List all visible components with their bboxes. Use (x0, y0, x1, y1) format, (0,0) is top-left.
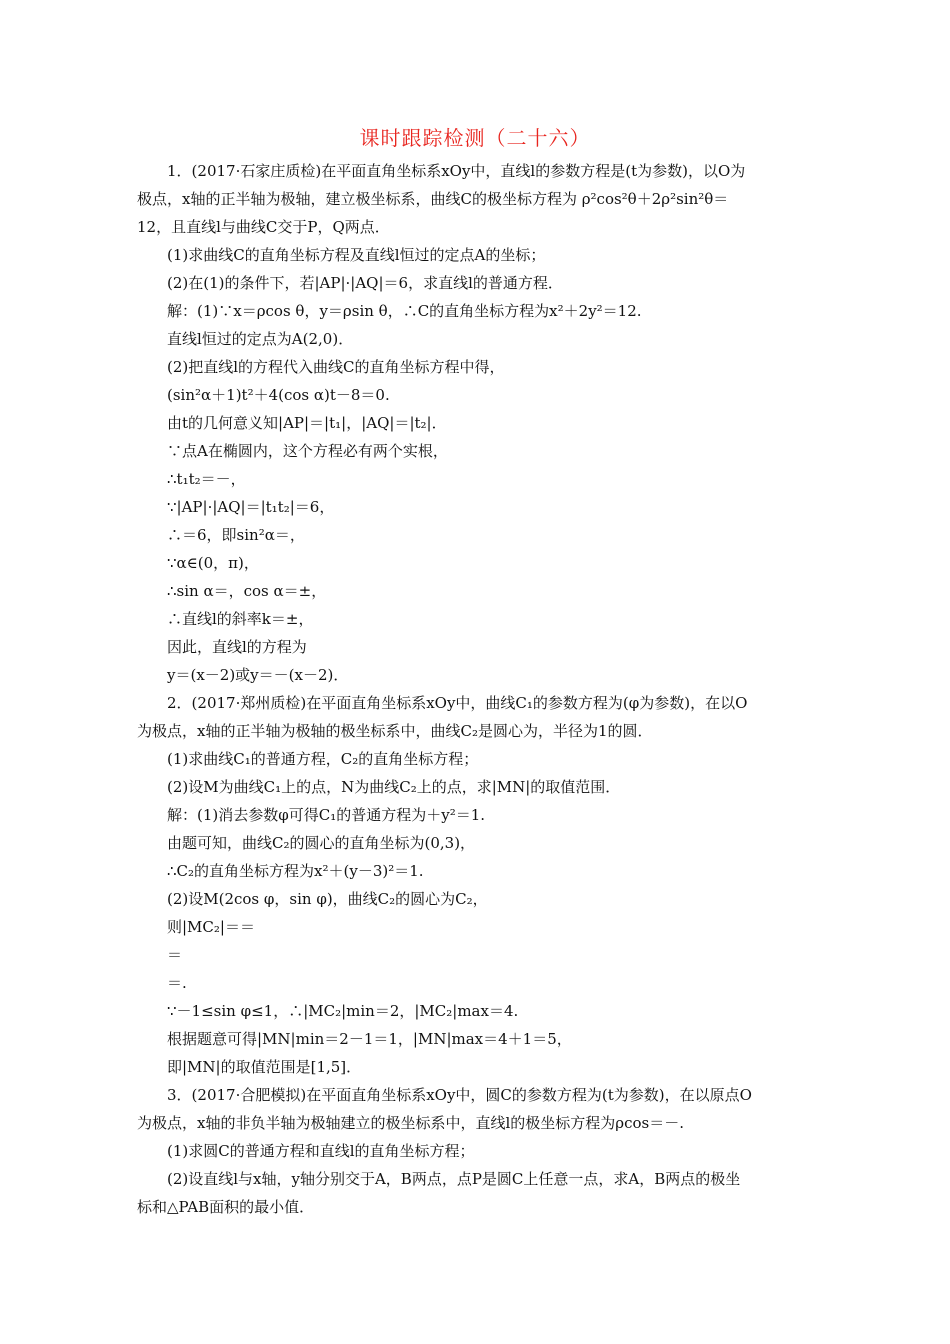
text-line: ∵α∈(0，π)， (167, 554, 259, 572)
text-line: (1)求圆C的普通方程和直线l的直角坐标方程； (167, 1142, 475, 1160)
text-line: (2)在(1)的条件下，若|AP|·|AQ|＝6，求直线l的普通方程． (167, 274, 563, 292)
text-line: ＝ (167, 946, 183, 964)
text-line: (2)设直线l与x轴，y轴分别交于A，B两点，点P是圆C上任意一点，求A，B两点的极坐 (167, 1170, 741, 1188)
text-line: (1)求曲线C₁的普通方程，C₂的直角坐标方程； (167, 750, 479, 768)
text-line: 2．(2017·郑州质检)在平面直角坐标系xOy中，曲线C₁的参数方程为(φ为参数)，在以O (167, 694, 748, 712)
document-body (137, 157, 843, 1221)
page-title: 课时跟踪检测（二十六） (359, 126, 591, 150)
text-line: ∴t₁t₂＝－， (167, 470, 246, 488)
text-line: ＝. (167, 974, 187, 992)
text-line: 因此，直线l的方程为 (167, 638, 307, 656)
text-line: 1．(2017·石家庄质检)在平面直角坐标系xOy中，直线l的参数方程是(t为参数)，以O为 (167, 162, 746, 180)
text-line: ∵|AP|·|AQ|＝|t₁t₂|＝6， (167, 498, 335, 516)
text-line: ∵点A在椭圆内，这个方程必有两个实根， (167, 442, 448, 460)
text-line: 12，且直线l与曲线C交于P，Q两点． (137, 218, 390, 236)
text-line: ∴直线l的斜率k＝±， (167, 610, 314, 628)
text-line: ∴sin α＝，cos α＝±， (167, 582, 327, 600)
text-line: 极点，x轴的正半轴为极轴，建立极坐标系，曲线C的极坐标方程为 ρ²cos²θ＋2ρ²sin²θ＝ (137, 190, 729, 208)
text-line: 解：(1)∵x＝ρcos θ，y＝ρsin θ，∴C的直角坐标方程为x²＋2y²＝12. (167, 302, 642, 320)
text-line: (1)求曲线C的直角坐标方程及直线l恒过的定点A的坐标； (167, 246, 546, 264)
text-line: 由t的几何意义知|AP|＝|t₁|，|AQ|＝|t₂|． (167, 414, 447, 432)
text-line: 为极点，x轴的正半轴为极轴的极坐标系中，曲线C₂是圆心为，半径为1的圆． (137, 722, 653, 740)
text-line: ∴＝6，即sin²α＝， (167, 526, 305, 544)
text-line: 标和△PAB面积的最小值． (137, 1198, 315, 1216)
text-line: (2)把直线l的方程代入曲线C的直角坐标方程中得， (167, 358, 505, 376)
text-line: 即|MN|的取值范围是[1,5]． (167, 1058, 362, 1076)
text-line: 解：(1)消去参数φ可得C₁的普通方程为＋y²＝1. (167, 806, 486, 824)
text-line: (2)设M(2cos φ，sin φ)，曲线C₂的圆心为C₂， (167, 890, 488, 908)
text-line: (2)设M为曲线C₁上的点，N为曲线C₂上的点，求|MN|的取值范围． (167, 778, 621, 796)
text-line: ∴C₂的直角坐标方程为x²＋(y－3)²＝1. (167, 862, 424, 880)
text-line: (sin²α＋1)t²＋4(cos α)t－8＝0. (167, 386, 390, 404)
text-line: 3．(2017·合肥模拟)在平面直角坐标系xOy中，圆C的参数方程为(t为参数)，在以原点O (167, 1086, 752, 1104)
text-line: ∵－1≤sin φ≤1，∴|MC₂|min＝2，|MC₂|max＝4. (167, 1002, 519, 1020)
text-line: 直线l恒过的定点为A(2,0)． (167, 330, 354, 348)
text-line: 为极点，x轴的非负半轴为极轴建立的极坐标系中，直线l的极坐标方程为ρcos＝－. (137, 1114, 684, 1132)
text-line: 则|MC₂|＝＝ (167, 918, 255, 936)
text-line: 根据题意可得|MN|min＝2－1＝1，|MN|max＝4＋1＝5， (167, 1030, 572, 1048)
text-line: y＝(x－2)或y＝－(x－2)． (167, 666, 349, 684)
text-line: 由题可知，曲线C₂的圆心的直角坐标为(0,3)， (167, 834, 476, 852)
